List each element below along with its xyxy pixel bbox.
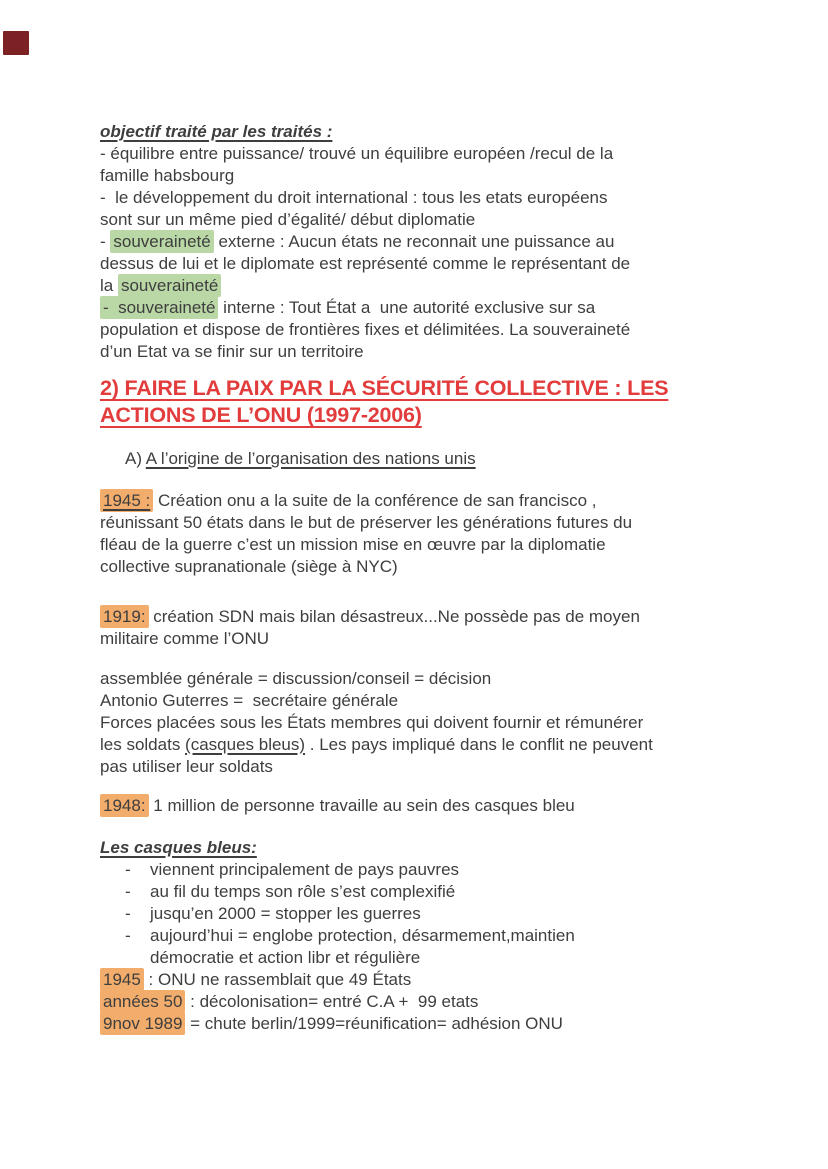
- text-span: réunissant 50 états dans le but de préserver les générations futures du: [100, 513, 633, 532]
- highlight-green: souveraineté: [118, 274, 221, 297]
- highlight-orange: 9nov 1989: [100, 1012, 185, 1035]
- text-span: militaire comme l’ONU: [100, 629, 270, 648]
- text-line: [100, 756, 745, 778]
- bullet-dash: -: [125, 882, 131, 901]
- text-line: [100, 668, 745, 690]
- text-span: A l’origine de l’organisation des nations unis: [145, 449, 476, 468]
- text-line: [100, 534, 745, 556]
- highlight-orange: 1945 :: [100, 489, 153, 512]
- text-span: création SDN mais bilan désastreux...Ne possède pas de moyen: [148, 607, 640, 626]
- text-span: Création onu a la suite de la conférence de san francisco ,: [153, 491, 597, 510]
- text-span: dessus de lui et le diplomate est représenté comme le représentant de: [100, 254, 631, 273]
- text-line: [100, 209, 745, 231]
- text-line: [100, 628, 745, 650]
- text-span: assemblée générale = discussion/conseil = décision: [100, 669, 492, 688]
- bullet-dash: -: [125, 860, 131, 879]
- text-span: interne : Tout État a une autorité exclusive sur sa: [218, 298, 596, 317]
- text-span: Les casques bleus:: [100, 838, 257, 857]
- text-line: [100, 143, 745, 165]
- text-span: 1 million de personne travaille au sein des casques bleu: [148, 796, 575, 815]
- les-casques-bleus: [100, 837, 745, 1035]
- text-span: sont sur un même pied d’égalité/ début diplomatie: [100, 210, 476, 229]
- text-line: [100, 795, 745, 817]
- text-line: [100, 712, 745, 734]
- text-span: ACTIONS DE L’ONU (1997-2006): [100, 403, 422, 427]
- text-span: objectif traité par les traités :: [100, 122, 333, 141]
- bullet-dash: -: [125, 904, 131, 923]
- text-line: [100, 837, 745, 859]
- text-line: [100, 512, 745, 534]
- text-line: [100, 165, 745, 187]
- text-span: Forces placées sous les États membres qui doivent fournir et rémunérer: [100, 713, 644, 732]
- text-span: A): [125, 449, 146, 468]
- text-line: [100, 402, 745, 429]
- para-1919-sdn: [100, 606, 745, 650]
- text-span: la: [100, 276, 118, 295]
- highlight-green: souveraineté: [110, 230, 213, 253]
- text-line: [100, 231, 745, 253]
- text-line: [100, 690, 745, 712]
- text-line: [100, 925, 745, 947]
- text-line: [100, 947, 745, 969]
- text-line: [100, 734, 745, 756]
- text-span: (casques bleus): [185, 735, 306, 754]
- text-line: [100, 375, 745, 402]
- text-span: - équilibre entre puissance/ trouvé un équilibre européen /recul de la: [100, 144, 614, 163]
- text-span: : ONU ne rassemblait que 49 États: [143, 970, 412, 989]
- text-line: [100, 903, 745, 925]
- text-span: fléau de la guerre c’est un mission mise en œuvre par la diplomatie: [100, 535, 606, 554]
- text-span: externe : Aucun états ne reconnait une puissance au: [213, 232, 615, 251]
- text-span: d’un Etat va se finir sur un territoire: [100, 342, 364, 361]
- text-span: = chute berlin/1999=réunification= adhésion ONU: [185, 1014, 563, 1033]
- objectifs-traites: [100, 121, 745, 363]
- text-line: [100, 121, 745, 143]
- text-span: aujourd’hui = englobe protection, désarmement,maintien: [150, 926, 575, 945]
- text-span: famille habsbourg: [100, 166, 235, 185]
- text-span: viennent principalement de pays pauvres: [150, 860, 460, 879]
- text-line: [100, 606, 745, 628]
- text-span: démocratie et action libr et régulière: [150, 948, 421, 967]
- text-span: Antonio Guterres = secrétaire générale: [100, 691, 399, 710]
- text-span: . Les pays impliqué dans le conflit ne peuvent: [305, 735, 653, 754]
- text-span: pas utiliser leur soldats: [100, 757, 273, 776]
- text-line: [100, 490, 745, 512]
- section-heading: [100, 375, 745, 429]
- text-span: collective supranationale (siège à NYC): [100, 557, 398, 576]
- text-line: [100, 275, 745, 297]
- text-line: [125, 448, 745, 470]
- text-span: les soldats: [100, 735, 186, 754]
- text-line: [100, 859, 745, 881]
- highlight-orange: 1948:: [100, 794, 149, 817]
- text-span: - le développement du droit international : tous les etats européens: [100, 188, 608, 207]
- text-line: [100, 1013, 745, 1035]
- text-line: [100, 881, 745, 903]
- text-span: population et dispose de frontières fixes et délimitées. La souveraineté: [100, 320, 631, 339]
- text-line: [100, 319, 745, 341]
- para-1948-casques-bleus: [100, 795, 745, 817]
- para-onu-fonctionnement: [100, 668, 745, 778]
- text-line: [100, 341, 745, 363]
- highlight-orange: 1945: [100, 968, 144, 991]
- highlight-green: - souveraineté: [100, 296, 218, 319]
- text-line: [100, 969, 745, 991]
- text-span: au fil du temps son rôle s’est complexifié: [150, 882, 456, 901]
- text-line: [100, 556, 745, 578]
- subsection-a: [100, 448, 745, 470]
- highlight-orange: années 50: [100, 990, 185, 1013]
- text-span: 2) FAIRE LA PAIX PAR LA SÉCURITÉ COLLECTIVE : LES: [100, 376, 669, 400]
- text-span: jusqu’en 2000 = stopper les guerres: [150, 904, 421, 923]
- document-body: [100, 121, 745, 1035]
- page-corner-tab: [3, 31, 29, 55]
- bullet-dash: -: [125, 926, 131, 945]
- text-line: [100, 297, 745, 319]
- highlight-orange: 1919:: [100, 605, 149, 628]
- para-1945-creation-onu: [100, 490, 745, 578]
- text-line: [100, 187, 745, 209]
- text-span: : décolonisation= entré C.A + 99 etats: [185, 992, 479, 1011]
- text-span: -: [100, 232, 111, 251]
- text-line: [100, 253, 745, 275]
- text-line: [100, 991, 745, 1013]
